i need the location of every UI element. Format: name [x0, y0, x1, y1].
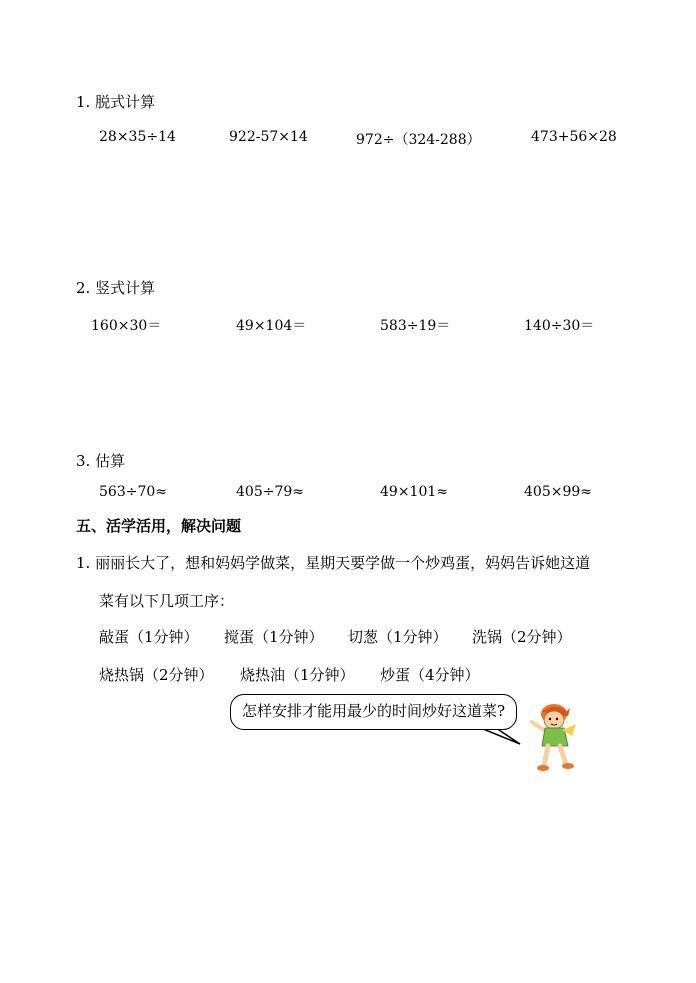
q1-expr-4: 473+56×28 — [531, 129, 617, 145]
step-item: 搅蛋（1分钟） — [224, 628, 324, 646]
step-item: 洗锅（2分钟） — [472, 628, 572, 646]
q3-expr-3: 49×101≈ — [380, 484, 448, 500]
q2-expr-2: 49×104＝ — [236, 318, 307, 334]
step-item: 切葱（1分钟） — [348, 628, 448, 646]
problem1-line1: 1. 丽丽长大了，想和妈妈学做菜，星期天要学做一个炒鸡蛋，妈妈告诉她这道 — [76, 554, 591, 572]
q2-expr-1: 160×30＝ — [91, 318, 162, 334]
q1-expr-1: 28×35÷14 — [99, 129, 176, 145]
q1-expr-2: 922-57×14 — [229, 129, 308, 145]
q2-expr-4: 140÷30＝ — [524, 318, 595, 334]
step-item: 烧热油（1分钟） — [240, 666, 355, 684]
q1-expr-3: 972÷（324-288） — [356, 132, 481, 148]
q2-title: 2. 竖式计算 — [76, 279, 156, 297]
q3-expr-4: 405×99≈ — [524, 484, 592, 500]
q3-expr-1: 563÷70≈ — [99, 484, 167, 500]
cartoon-girl-icon — [528, 700, 588, 772]
step-item: 烧热锅（2分钟） — [99, 666, 214, 684]
speech-bubble: 怎样安排才能用最少的时间炒好这道菜? — [230, 694, 517, 730]
q1-title: 1. 脱式计算 — [76, 93, 156, 111]
section5-title: 五、活学活用，解决问题 — [76, 517, 242, 535]
q3-title: 3. 估算 — [76, 452, 126, 470]
q3-expr-2: 405÷79≈ — [236, 484, 304, 500]
q2-expr-3: 583÷19＝ — [380, 318, 451, 334]
step-item: 敲蛋（1分钟） — [99, 628, 199, 646]
step-item: 炒蛋（4分钟） — [380, 666, 480, 684]
problem1-line2: 菜有以下几项工序： — [99, 592, 235, 610]
